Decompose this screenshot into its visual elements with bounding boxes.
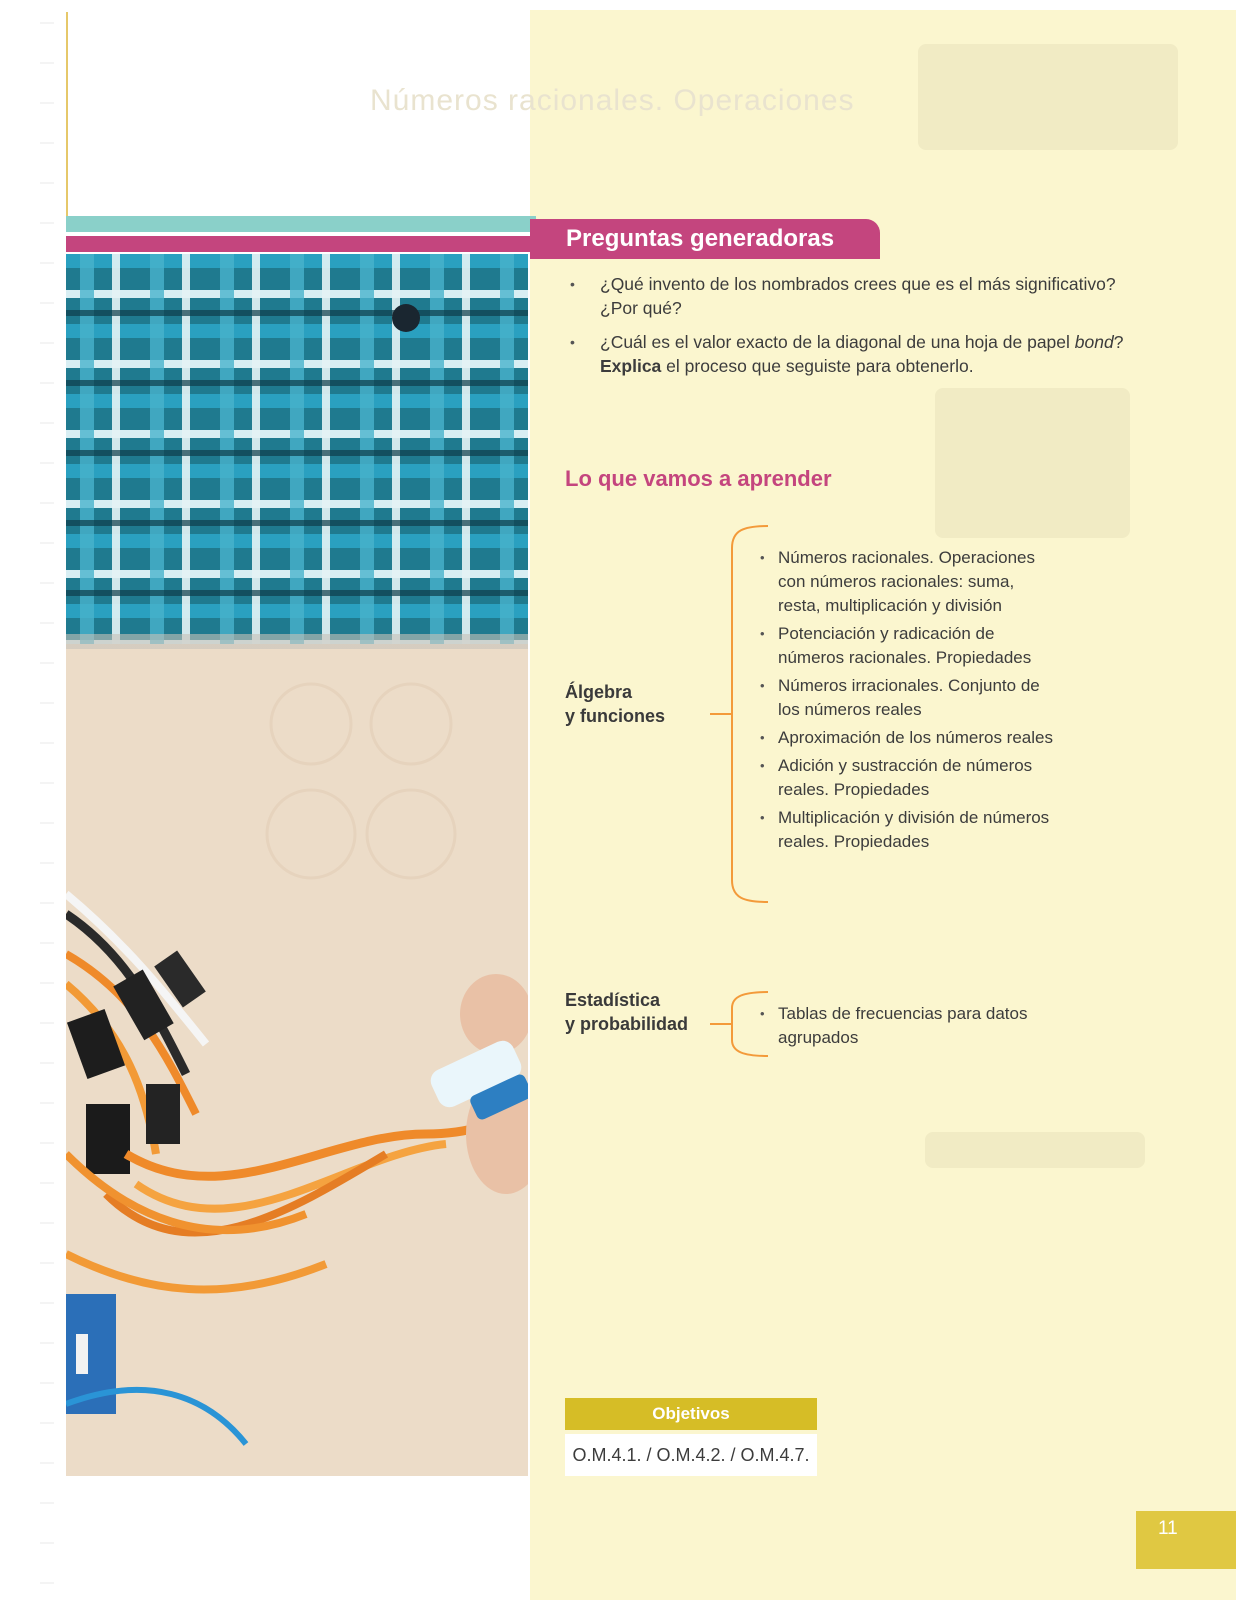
scan-edge [40, 0, 54, 1600]
page-number: 11 [1136, 1511, 1236, 1569]
bleed-through-box [918, 44, 1178, 150]
bleed-through-box [935, 388, 1130, 538]
learn-title: Lo que vamos a aprender [565, 466, 832, 491]
topic-item: • Multiplicación y división de números reales. Propiedades [760, 806, 1060, 854]
hands-with-cables-photo [66, 254, 528, 1476]
question-emphasis: Explica [600, 356, 662, 376]
topic-item: • Tablas de frecuencias para datos agrupados [760, 1002, 1060, 1050]
topic-item: • Adición y sustracción de números reales. Propiedades [760, 754, 1060, 802]
bleed-through-title: Números racionales. Operaciones [370, 84, 855, 117]
topic-item: • Números irracionales. Conjunto de los números reales [760, 674, 1060, 722]
question-text: ¿Cuál es el valor exacto de la diagonal de una hoja de papel [600, 332, 1075, 352]
question-text: ¿Qué invento de los nombrados crees que es el más significativo? ¿Por qué? [600, 274, 1116, 318]
teal-band [66, 216, 536, 232]
section-header: Preguntas generadoras [530, 219, 880, 259]
category-label [565, 988, 688, 1036]
bleed-through-box [925, 1132, 1145, 1168]
objectives-label: Objetivos [565, 1398, 817, 1430]
topic-item: • Aproximación de los números reales [760, 726, 1060, 750]
topic-list [760, 1002, 1060, 1054]
question-text: ? [1113, 332, 1124, 352]
question-italic: bond [1074, 332, 1114, 352]
question-list [570, 272, 1150, 388]
question-text: el proceso que seguiste para obtenerlo. [661, 356, 974, 376]
topic-item: • Potenciación y radicación de números racionales. Propiedades [760, 622, 1060, 670]
category-label-line: y probabilidad [565, 1014, 689, 1034]
category-label-line: Álgebra [565, 682, 633, 702]
topic-list [760, 546, 1060, 858]
question-item [570, 272, 1150, 320]
category-label [565, 680, 665, 728]
category-label-line: y funciones [565, 706, 666, 726]
topic-item: • Números racionales. Operaciones con números racionales: suma, resta, multiplicación y división [760, 546, 1060, 618]
category-label-line: Estadística [565, 990, 661, 1010]
question-item [570, 330, 1150, 378]
pink-band [66, 236, 536, 252]
gold-rule [66, 12, 68, 232]
objectives-value: O.M.4.1. / O.M.4.2. / O.M.4.7. [565, 1434, 817, 1476]
